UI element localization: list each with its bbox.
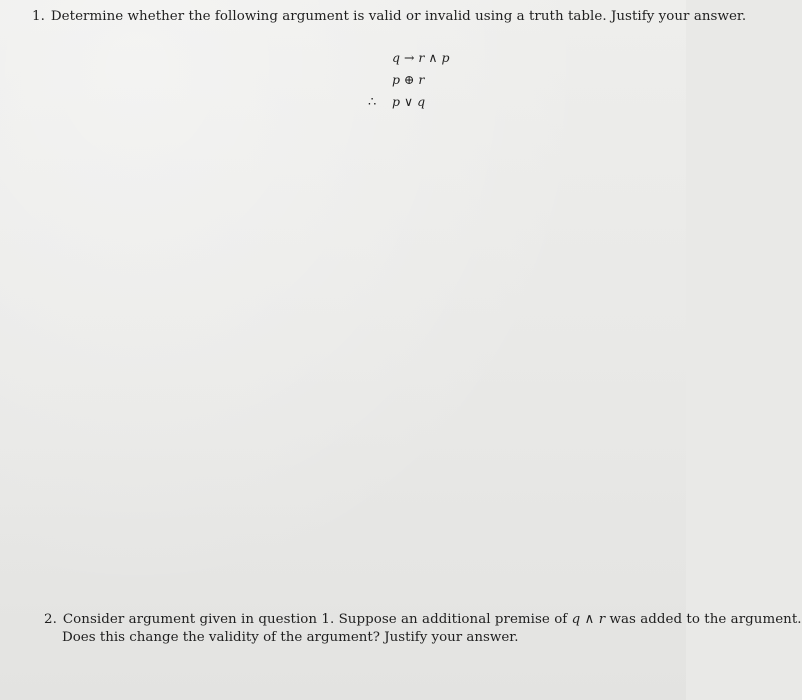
question-1-text: Determine whether the following argument is valid or invalid using a truth table. Justify your answer. (50, 9, 747, 24)
premise-2: p ⊕ r (392, 72, 425, 87)
question-2-math: q ∧ r (571, 612, 606, 627)
question-2-text-part1: Consider argument given in question 1. Suppose an additional premise of (62, 612, 572, 627)
conclusion: p ∨ q (392, 94, 426, 109)
question-1-number: 1. (32, 9, 45, 24)
question-2 (44, 612, 802, 628)
therefore-symbol: ∴ (368, 95, 377, 110)
question-2-text-part2: was added to the argument. (605, 612, 802, 627)
question-2-number: 2. (44, 612, 57, 627)
question-1 (32, 9, 746, 25)
premise-1: q → r ∧ p (392, 50, 450, 65)
question-2-line-2: Does this change the validity of the argument? Justify your answer. (62, 630, 519, 645)
